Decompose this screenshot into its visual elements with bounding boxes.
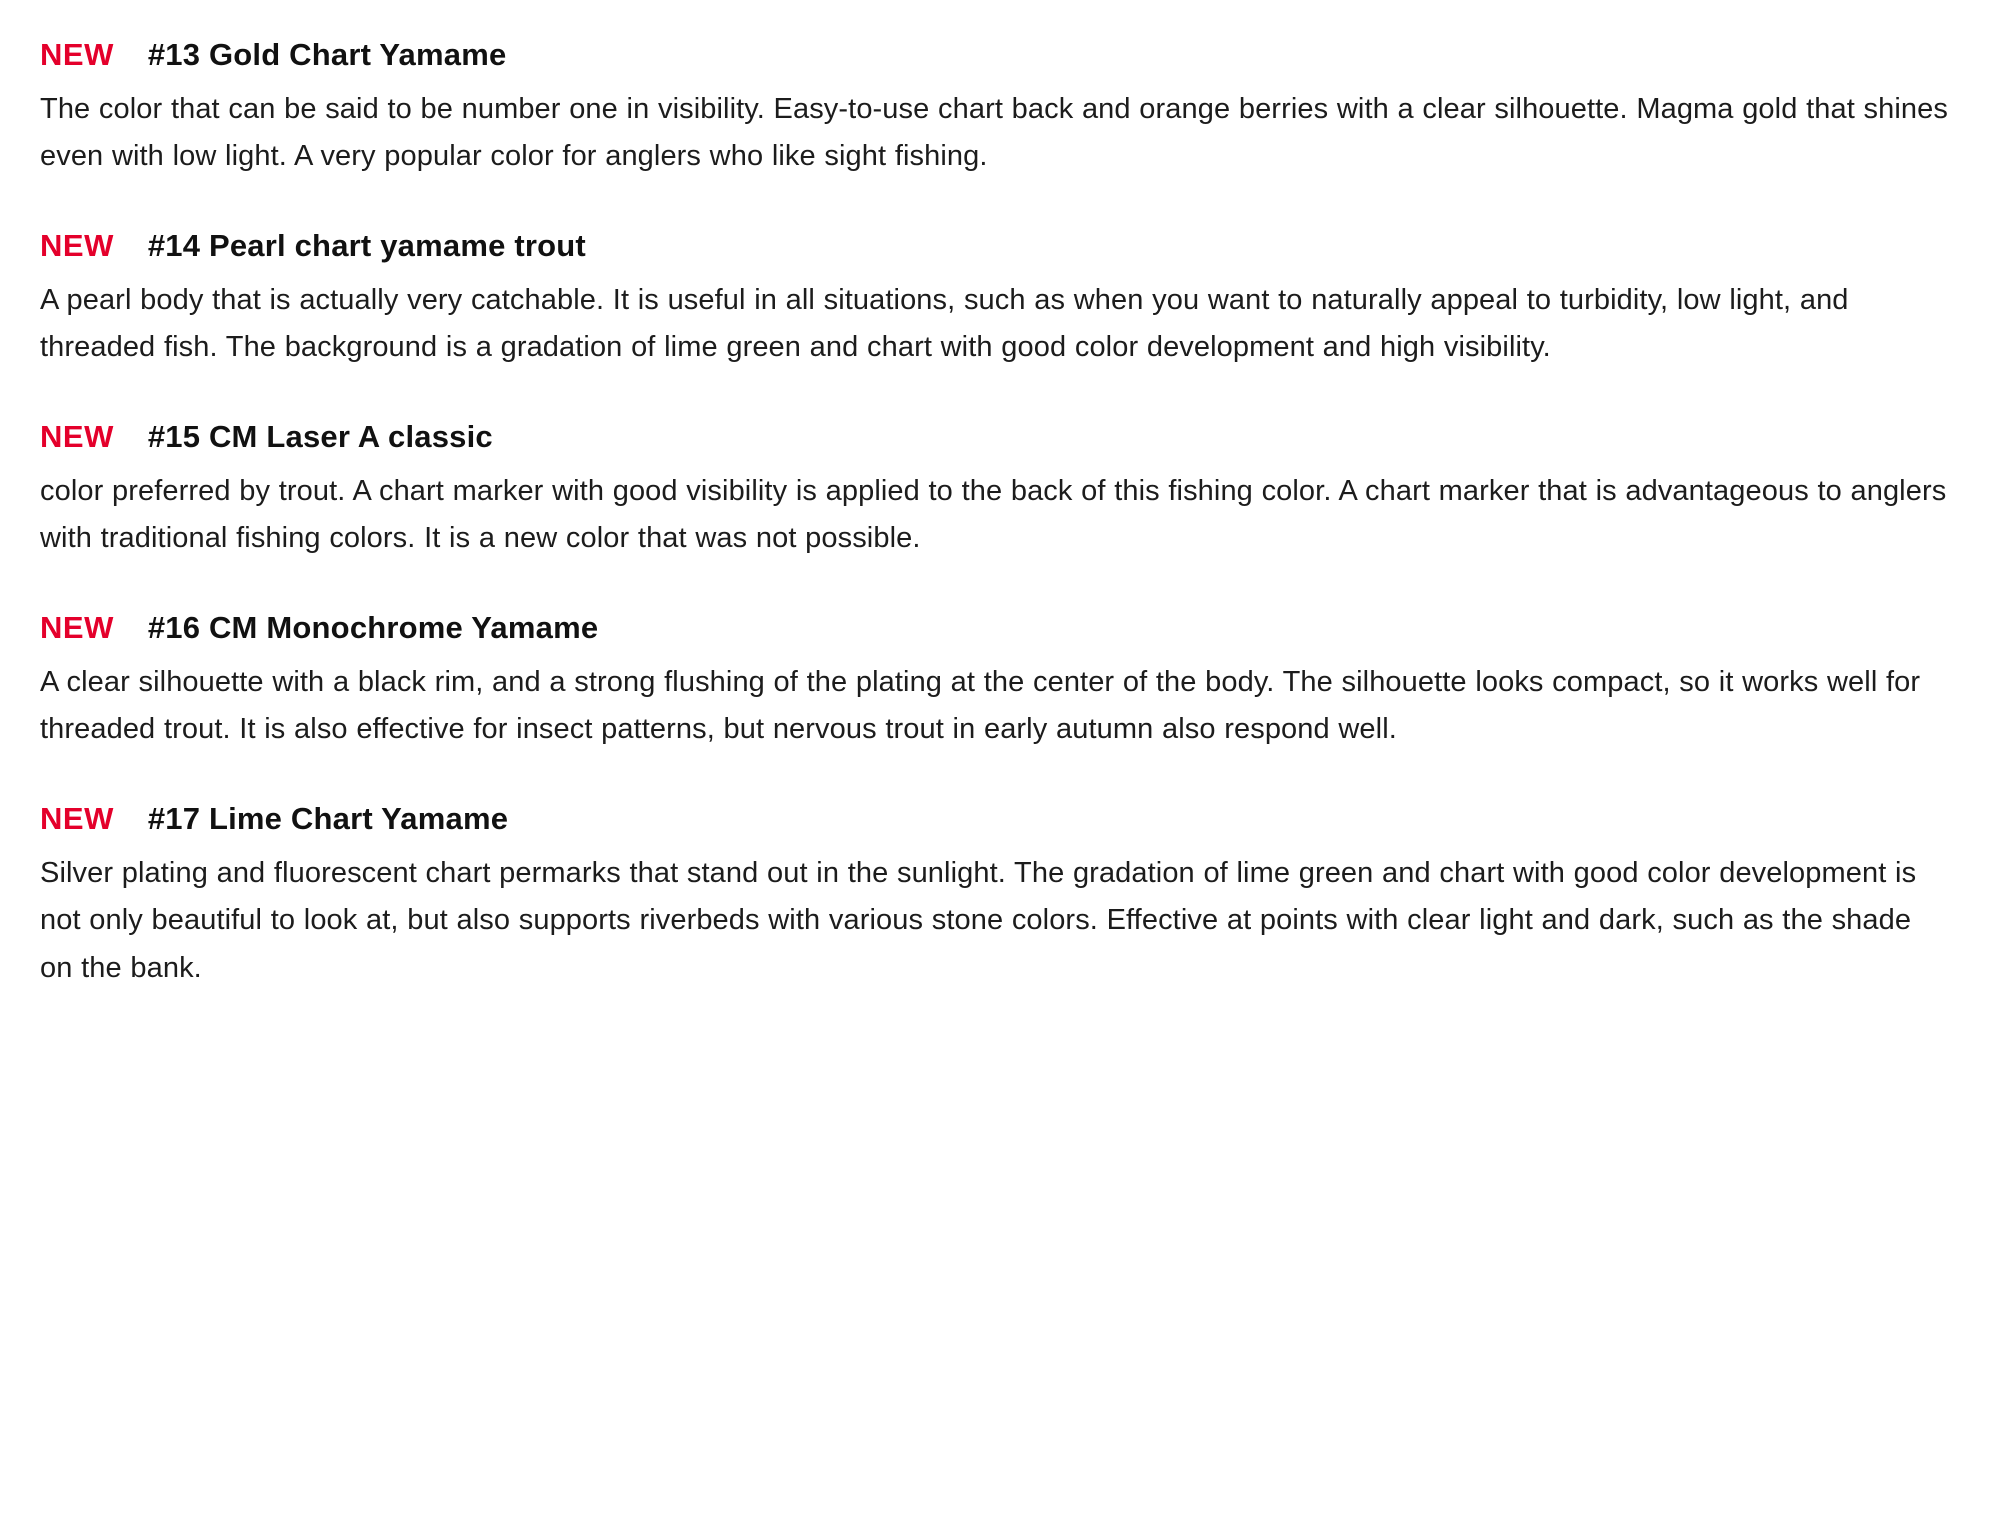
color-entry <box>40 798 1948 992</box>
entry-title: #17 Lime Chart Yamame <box>147 800 509 836</box>
color-entry <box>40 34 1948 181</box>
entry-title: #13 Gold Chart Yamame <box>147 37 507 72</box>
entry-title: #16 CM Monochrome Yamame <box>147 609 599 645</box>
entry-heading <box>40 607 1948 649</box>
new-badge: NEW <box>40 800 114 836</box>
entry-heading <box>40 34 1948 76</box>
color-entry <box>40 416 1948 563</box>
new-badge: NEW <box>40 609 114 645</box>
entry-heading <box>40 416 1948 458</box>
color-entry <box>40 225 1948 372</box>
entry-description: The color that can be said to be number one in visibility. Easy-to-use chart back and orange berries with a clear silhouette. Magma gold that shines even with low light. A very popular color for anglers who like sight fishing. <box>40 92 1948 173</box>
entry-description: color preferred by trout. A chart marker with good visibility is applied to the back of this fishing color. A chart marker that is advantageous to anglers with traditional fishing colors. It is a new color that was not possible. <box>40 474 1947 555</box>
new-badge: NEW <box>40 37 114 72</box>
entry-heading <box>40 225 1948 267</box>
entry-title: #14 Pearl chart yamame trout <box>147 227 586 263</box>
color-entry <box>40 607 1948 754</box>
entry-description: A pearl body that is actually very catchable. It is useful in all situations, such as when you want to naturally appeal to turbidity, low light, and threaded fish. The background is a gradation of lime green and chart with good color development and high visibility. <box>40 283 1849 364</box>
entry-title: #15 CM Laser A classic <box>147 418 493 454</box>
entry-heading <box>40 798 1948 840</box>
entry-description: A clear silhouette with a black rim, and a strong flushing of the plating at the center of the body. The silhouette looks compact, so it works well for threaded trout. It is also effective for insect patterns, but nervous trout in early autumn also respond well. <box>40 665 1921 746</box>
new-badge: NEW <box>40 227 114 263</box>
entry-description: Silver plating and fluorescent chart permarks that stand out in the sunlight. The gradation of lime green and chart with good color development is not only beautiful to look at, but also supports riverbeds with various stone colors. Effective at points with clear light and dark, such as the shade on the bank. <box>40 856 1917 984</box>
new-badge: NEW <box>40 418 114 454</box>
